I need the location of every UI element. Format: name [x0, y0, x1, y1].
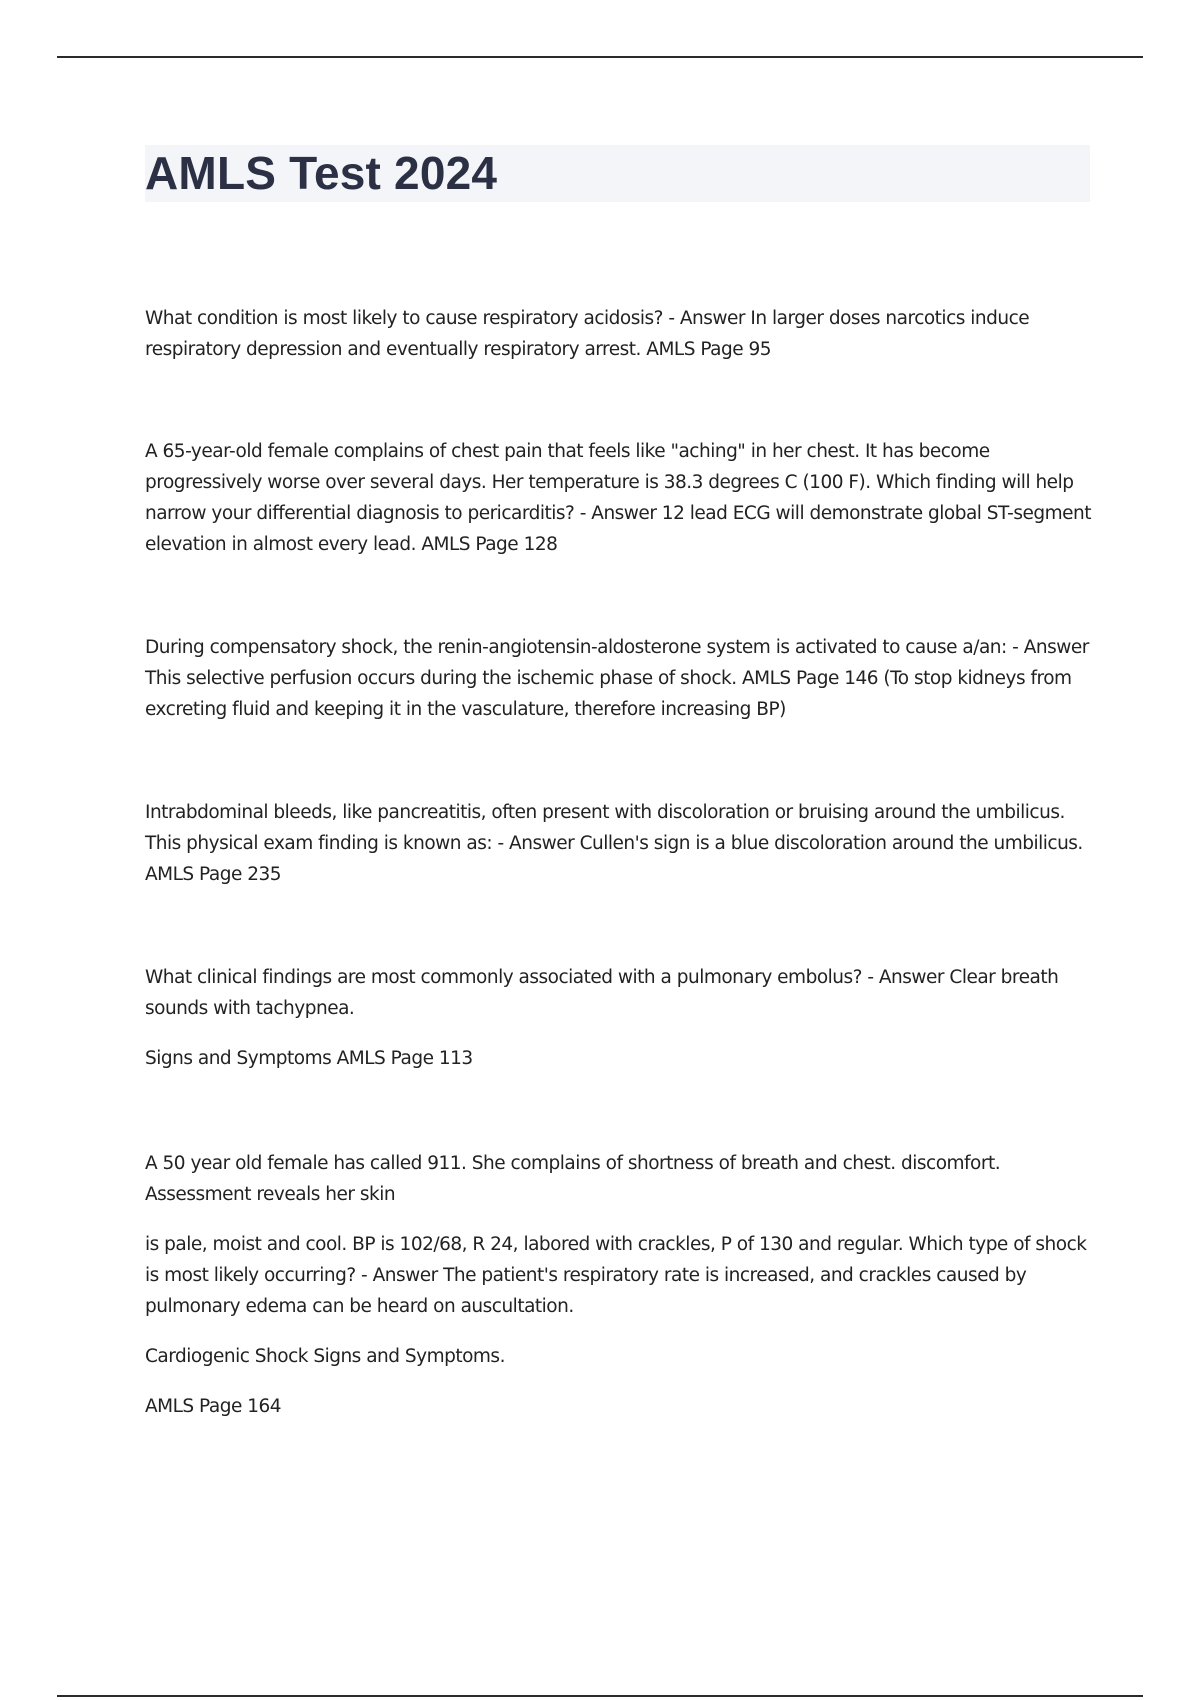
- qa-text: What condition is most likely to cause respiratory acidosis? - Answer In larger doses narcotics induce respiratory depression and eventually respiratory arrest. AMLS Page 95: [145, 308, 1030, 360]
- qa-reference: Signs and Symptoms AMLS Page 113: [145, 1048, 473, 1069]
- qa-reference: Cardiogenic Shock Signs and Symptoms.: [145, 1346, 505, 1367]
- qa-text: A 50 year old female has called 911. She complains of shortness of breath and chest. discomfort. Assessment reveals her skin: [145, 1153, 1001, 1205]
- qa-item: [145, 303, 1093, 365]
- qa-item: [145, 632, 1093, 725]
- top-divider: [57, 56, 1143, 58]
- qa-text: A 65-year-old female complains of chest pain that feels like "aching" in her chest. It has become progressively worse over several days. Her temperature is 38.3 degrees C (100 F). Which finding will help narrow your differential diagnosis to pericarditis? - Answer 12 lead ECG will demonstrate global ST-segment elevation in almost every lead. AMLS Page 128: [145, 441, 1091, 555]
- qa-item: [145, 436, 1093, 560]
- qa-page-reference: AMLS Page 164: [145, 1396, 282, 1417]
- qa-text: Intrabdominal bleeds, like pancreatitis, often present with discoloration or bruising around the umbilicus. This physical exam finding is known as: - Answer Cullen's sign is a blue discoloration around the umbilicus. AMLS Page 235: [145, 802, 1083, 885]
- page-title: AMLS Test 2024: [145, 147, 498, 199]
- qa-item: [145, 1148, 1093, 1422]
- qa-text: What clinical findings are most commonly associated with a pulmonary embolus? - Answer Clear breath sounds with tachypnea.: [145, 967, 1059, 1019]
- qa-item: [145, 797, 1093, 890]
- bottom-divider: [57, 1695, 1143, 1697]
- qa-text-continued: is pale, moist and cool. BP is 102/68, R 24, labored with crackles, P of 130 and regular. Which type of shock is most likely occurring? - Answer The patient's respiratory rate is increased, and crackles caused by pulmonary edema can be heard on auscultation.: [145, 1234, 1087, 1317]
- qa-item: [145, 962, 1093, 1074]
- qa-text: During compensatory shock, the renin-angiotensin-aldosterone system is activated to cause a/an: - Answer This selective perfusion occurs during the ischemic phase of shock. AMLS Page 146 (To stop kidneys from excreting fluid and keeping it in the vasculature, therefore increasing BP): [145, 637, 1089, 720]
